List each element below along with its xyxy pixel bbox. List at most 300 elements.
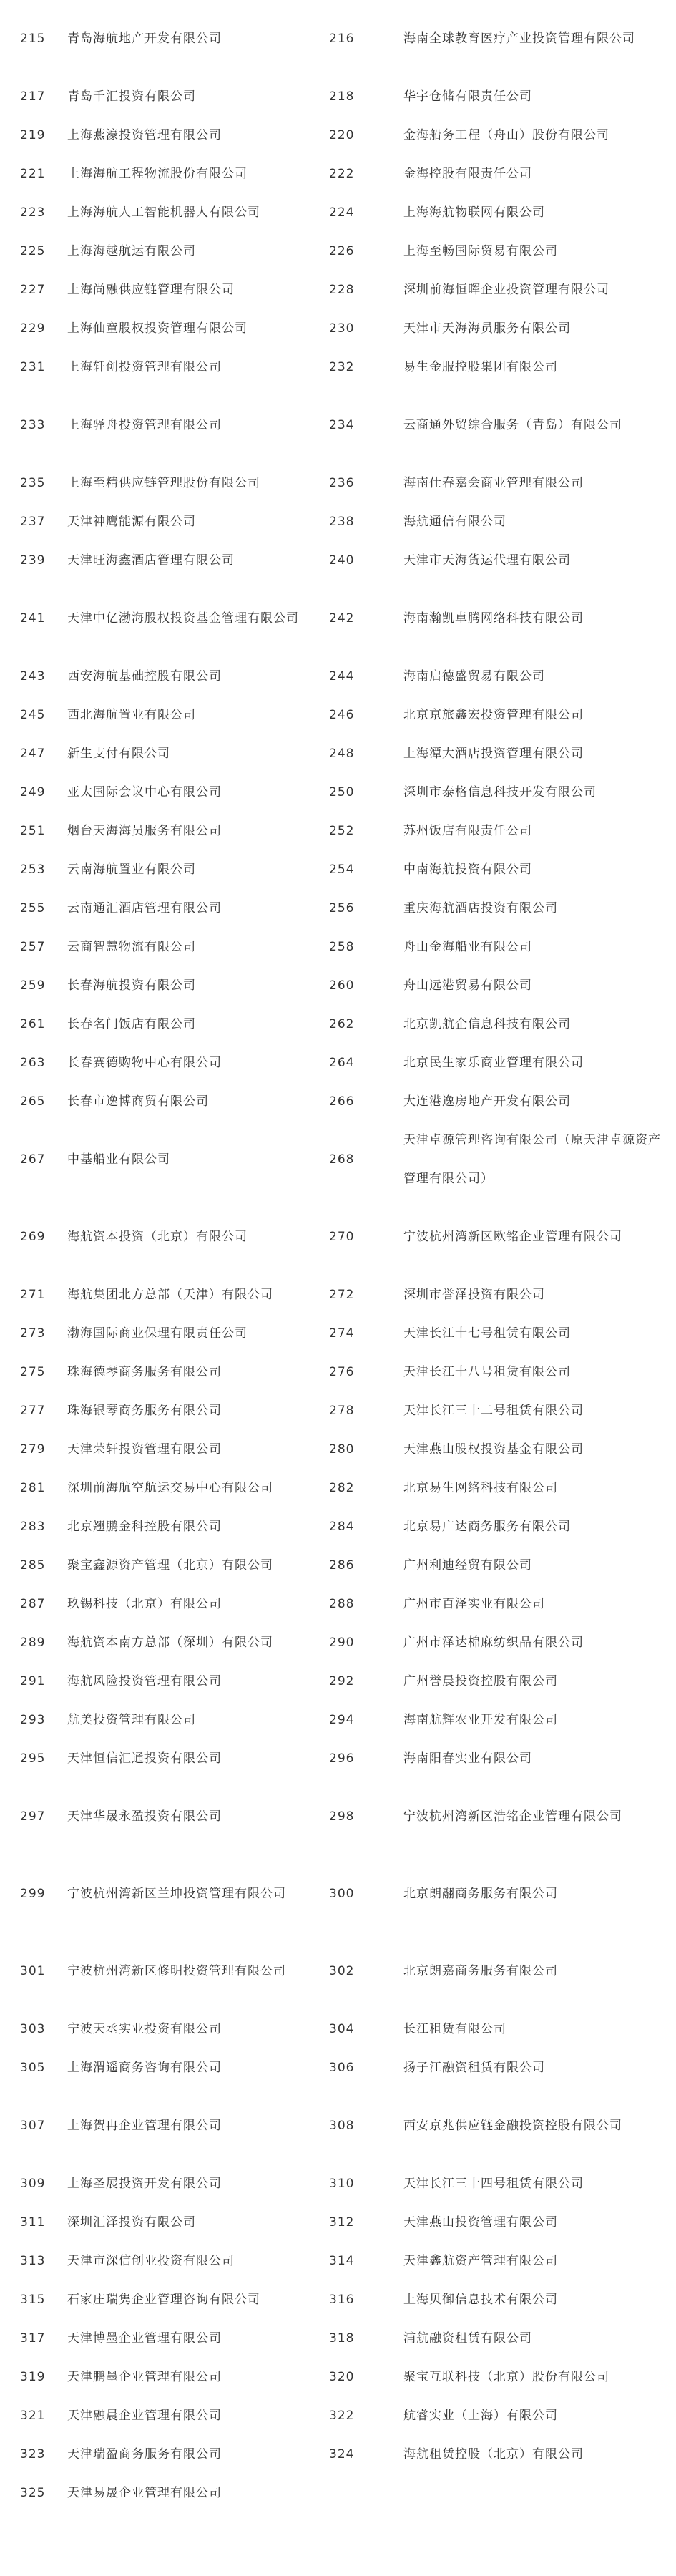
company-number (329, 734, 403, 773)
company-name (67, 2319, 329, 2358)
table-row (0, 2203, 676, 2242)
company-name (67, 1005, 329, 1044)
company-number-text: 253 (20, 862, 46, 877)
table-row (0, 541, 676, 580)
company-name (67, 1198, 329, 1275)
company-number (329, 1044, 403, 1082)
company-number (329, 1469, 403, 1507)
table-row (0, 2396, 676, 2435)
company-number (0, 77, 67, 116)
company-number-text: 293 (20, 1713, 46, 1727)
company-number (0, 2048, 67, 2087)
company-number-text: 308 (329, 2119, 355, 2133)
company-number (329, 2048, 403, 2087)
company-number (329, 812, 403, 850)
company-name-text: 天津燕山股权投资基金有限公司 (403, 1442, 584, 1457)
company-number-text: 258 (329, 940, 355, 954)
company-number (329, 2358, 403, 2396)
company-number-text: 317 (20, 2331, 46, 2346)
company-name (403, 1082, 676, 1121)
company-name (67, 773, 329, 812)
company-name-text: 舟山金海船业有限公司 (403, 940, 532, 954)
company-number (0, 2010, 67, 2048)
company-name-text: 上海圣展投资开发有限公司 (67, 2177, 222, 2191)
table-row (0, 1933, 676, 2010)
table-row (0, 387, 676, 464)
company-number (0, 464, 67, 502)
table-row (0, 696, 676, 734)
company-number-text: 256 (329, 901, 355, 915)
company-name (67, 2087, 329, 2164)
company-name (67, 580, 329, 657)
company-number-text: 306 (329, 2061, 355, 2075)
company-number-text: 290 (329, 1635, 355, 1650)
company-number (329, 2319, 403, 2358)
company-name (67, 116, 329, 155)
company-name-text: 烟台天海海员服务有限公司 (67, 824, 222, 838)
company-number-text: 299 (20, 1887, 46, 1901)
company-name (403, 1546, 676, 1585)
company-number-text: 226 (329, 244, 355, 258)
company-number (0, 2242, 67, 2280)
company-number (329, 966, 403, 1005)
company-name-text: 浦航融资租赁有限公司 (403, 2331, 532, 2346)
company-name (403, 1275, 676, 1314)
company-name (67, 502, 329, 541)
company-name (67, 1701, 329, 1739)
company-name (403, 193, 676, 232)
company-name-text: 天津易晟企业管理有限公司 (67, 2486, 222, 2500)
company-name-text: 长春市逸博商贸有限公司 (67, 1094, 209, 1109)
company-number-text: 241 (20, 611, 46, 626)
company-number (0, 1933, 67, 2010)
company-number-text: 223 (20, 205, 46, 220)
company-name (67, 2203, 329, 2242)
company-number (0, 2358, 67, 2396)
company-name (403, 1855, 676, 1933)
company-name-text: 聚宝互联科技（北京）股份有限公司 (403, 2370, 609, 2384)
company-number (0, 1044, 67, 1082)
table-row (0, 928, 676, 966)
company-name-text: 天津恒信汇通投资有限公司 (67, 1751, 222, 1766)
company-name-text: 西北海航置业有限公司 (67, 708, 196, 722)
table-row (0, 464, 676, 502)
company-number (0, 1314, 67, 1353)
company-name (67, 928, 329, 966)
company-name (67, 2435, 329, 2474)
company-number-text: 297 (20, 1809, 46, 1824)
company-number (329, 1082, 403, 1121)
company-name-text: 长春赛德购物中心有限公司 (67, 1056, 222, 1070)
table-row (0, 232, 676, 271)
company-number (0, 850, 67, 889)
company-number (329, 271, 403, 309)
company-name (403, 1739, 676, 1778)
company-number (0, 1623, 67, 1662)
company-name-text: 长春名门饭店有限公司 (67, 1017, 196, 1031)
company-number (329, 657, 403, 696)
company-number-text: 303 (20, 2022, 46, 2036)
company-number-text: 279 (20, 1442, 46, 1457)
company-number-text: 273 (20, 1326, 46, 1341)
company-name-text: 上海海航工程物流股份有限公司 (67, 167, 248, 181)
company-name-text: 上海潭大酒店投资管理有限公司 (403, 747, 584, 761)
table-row (0, 116, 676, 155)
company-number-text: 257 (20, 940, 46, 954)
company-number-text: 324 (329, 2447, 355, 2461)
company-number-text: 247 (20, 747, 46, 761)
company-number-text: 248 (329, 747, 355, 761)
company-number (0, 1507, 67, 1546)
company-number (0, 541, 67, 580)
company-name-text: 中基船业有限公司 (67, 1152, 170, 1167)
company-number (0, 734, 67, 773)
company-name (67, 1391, 329, 1430)
company-name (403, 696, 676, 734)
company-number (329, 116, 403, 155)
company-number (0, 1739, 67, 1778)
company-number (329, 0, 403, 77)
company-name (403, 1933, 676, 2010)
company-number (329, 1314, 403, 1353)
table-row (0, 773, 676, 812)
table-row (0, 1507, 676, 1546)
company-number (329, 1778, 403, 1855)
company-number-text: 274 (329, 1326, 355, 1341)
company-name (67, 2396, 329, 2435)
company-name (403, 2164, 676, 2203)
company-number-text: 262 (329, 1017, 355, 1031)
company-number-text: 237 (20, 515, 46, 529)
company-name-text: 海航租赁控股（北京）有限公司 (403, 2447, 584, 2461)
company-name-text: 北京凯航企信息科技有限公司 (403, 1017, 571, 1031)
company-name (403, 0, 676, 77)
company-name (403, 2474, 676, 2512)
company-name-text: 云南海航置业有限公司 (67, 862, 196, 877)
company-number-text: 239 (20, 553, 46, 568)
company-name-text: 海南阳春实业有限公司 (403, 1751, 532, 1766)
company-name (67, 232, 329, 271)
company-number-text: 243 (20, 669, 46, 684)
table-row (0, 2474, 676, 2512)
company-number-text: 238 (329, 515, 355, 529)
company-number-text: 267 (20, 1152, 46, 1167)
company-number (329, 2280, 403, 2319)
company-name-text: 深圳汇泽投资有限公司 (67, 2215, 196, 2230)
company-name (67, 1933, 329, 2010)
company-number-text: 217 (20, 89, 46, 104)
company-number (0, 309, 67, 348)
company-number-text: 229 (20, 321, 46, 336)
company-number-text: 234 (329, 418, 355, 432)
company-name (403, 1585, 676, 1623)
company-name-text: 天津博墨企业管理有限公司 (67, 2331, 222, 2346)
company-name-text: 天津卓源管理咨询有限公司（原天津卓源资产管理有限公司） (403, 1133, 661, 1186)
company-number-text: 230 (329, 321, 355, 336)
company-name (403, 2087, 676, 2164)
company-name (67, 1662, 329, 1701)
company-name-text: 上海至精供应链管理股份有限公司 (67, 476, 260, 490)
company-name-text: 北京易生网络科技有限公司 (403, 1481, 558, 1495)
table-row (0, 1585, 676, 1623)
company-number-text: 228 (329, 283, 355, 297)
company-number-text: 251 (20, 824, 46, 838)
company-name (403, 1469, 676, 1507)
company-name (403, 387, 676, 464)
company-number (0, 2087, 67, 2164)
company-name (403, 1198, 676, 1275)
company-name (67, 193, 329, 232)
company-number (0, 1778, 67, 1855)
company-name-text: 金海船务工程（舟山）股份有限公司 (403, 128, 609, 142)
company-name-text: 海南航辉农业开发有限公司 (403, 1713, 558, 1727)
company-name (403, 1314, 676, 1353)
table-row (0, 850, 676, 889)
company-name (403, 541, 676, 580)
company-number (329, 580, 403, 657)
company-number (0, 348, 67, 387)
company-name-text: 天津长江三十二号租赁有限公司 (403, 1404, 584, 1418)
company-number (329, 193, 403, 232)
company-number (0, 2396, 67, 2435)
company-number-text: 318 (329, 2331, 355, 2346)
company-name-text: 上海驿舟投资管理有限公司 (67, 418, 222, 432)
company-number (329, 155, 403, 193)
company-name-text: 珠海银琴商务服务有限公司 (67, 1404, 222, 1418)
company-number-text: 260 (329, 978, 355, 993)
company-name (403, 2280, 676, 2319)
company-name-text: 北京易广达商务服务有限公司 (403, 1520, 571, 1534)
company-number-text: 268 (329, 1152, 355, 1167)
company-number-text: 264 (329, 1056, 355, 1070)
company-name-text: 天津融晨企业管理有限公司 (67, 2409, 222, 2423)
company-name-text: 广州市百泽实业有限公司 (403, 1597, 545, 1611)
company-number (329, 1005, 403, 1044)
company-name (403, 232, 676, 271)
company-number (329, 889, 403, 928)
table-row (0, 1391, 676, 1430)
company-number-text: 294 (329, 1713, 355, 1727)
table-row (0, 193, 676, 232)
company-number-text: 282 (329, 1481, 355, 1495)
company-number-text: 281 (20, 1481, 46, 1495)
company-name (403, 1391, 676, 1430)
company-name (67, 541, 329, 580)
company-number (0, 2164, 67, 2203)
company-name-text: 上海仙童股权投资管理有限公司 (67, 321, 248, 336)
table-row (0, 1005, 676, 1044)
company-name (403, 1430, 676, 1469)
company-name (67, 1507, 329, 1546)
company-number (0, 2203, 67, 2242)
company-number (329, 1198, 403, 1275)
company-number (0, 387, 67, 464)
company-name (67, 1353, 329, 1391)
company-name-text: 天津市天海货运代理有限公司 (403, 553, 571, 568)
company-name (67, 2474, 329, 2512)
company-number (0, 889, 67, 928)
company-name-text: 宁波天丞实业投资有限公司 (67, 2022, 222, 2036)
company-number-text: 271 (20, 1288, 46, 1302)
company-number (0, 1005, 67, 1044)
company-name (67, 271, 329, 309)
company-number-text: 300 (329, 1887, 355, 1901)
company-name (403, 2435, 676, 2474)
company-number-text: 278 (329, 1404, 355, 1418)
company-name-text: 深圳市誉泽投资有限公司 (403, 1288, 545, 1302)
company-number-text: 276 (329, 1365, 355, 1379)
company-name-text: 上海轩创投资管理有限公司 (67, 360, 222, 374)
company-name-text: 天津荣轩投资管理有限公司 (67, 1442, 222, 1457)
company-number (0, 1353, 67, 1391)
company-name (403, 928, 676, 966)
company-number (0, 1198, 67, 1275)
company-name-text: 海航集团北方总部（天津）有限公司 (67, 1288, 273, 1302)
company-name (67, 2242, 329, 2280)
table-row (0, 2242, 676, 2280)
company-name (67, 1082, 329, 1121)
company-number-text: 304 (329, 2022, 355, 2036)
table-row (0, 309, 676, 348)
company-number-text: 235 (20, 476, 46, 490)
company-name-text: 航睿实业（上海）有限公司 (403, 2409, 558, 2423)
company-name (403, 1005, 676, 1044)
company-number-text: 242 (329, 611, 355, 626)
company-name (67, 309, 329, 348)
company-number (0, 2435, 67, 2474)
company-name-text: 北京民生家乐商业管理有限公司 (403, 1056, 584, 1070)
company-name-text: 上海贝御信息技术有限公司 (403, 2293, 558, 2307)
company-name-text: 北京朗嘉商务服务有限公司 (403, 1964, 558, 1978)
company-number-text: 245 (20, 708, 46, 722)
company-name (403, 348, 676, 387)
company-number-text: 227 (20, 283, 46, 297)
company-name (67, 2164, 329, 2203)
table-row (0, 348, 676, 387)
table-row (0, 2358, 676, 2396)
company-name-text: 新生支付有限公司 (67, 747, 170, 761)
company-name-text: 长春海航投资有限公司 (67, 978, 196, 993)
company-name-text: 西安海航基础控股有限公司 (67, 669, 222, 684)
company-name-text: 海南启德盛贸易有限公司 (403, 669, 545, 684)
company-name (403, 309, 676, 348)
company-name (67, 155, 329, 193)
company-number-text: 287 (20, 1597, 46, 1611)
company-number-text: 284 (329, 1520, 355, 1534)
company-name (403, 1623, 676, 1662)
company-number (329, 2010, 403, 2048)
company-name (403, 271, 676, 309)
company-name (403, 889, 676, 928)
company-name-text: 广州誉晨投资控股有限公司 (403, 1674, 558, 1688)
company-name (67, 734, 329, 773)
table-row (0, 812, 676, 850)
company-number-text: 291 (20, 1674, 46, 1688)
company-name-text: 海南全球教育医疗产业投资管理有限公司 (403, 31, 635, 46)
company-name-text: 易生金服控股集团有限公司 (403, 360, 558, 374)
company-name-text: 扬子江融资租赁有限公司 (403, 2061, 545, 2075)
company-name-text: 西安京兆供应链金融投资控股有限公司 (403, 2119, 622, 2133)
company-name-text: 苏州饭店有限责任公司 (403, 824, 532, 838)
company-name-text: 天津中亿渤海股权投资基金管理有限公司 (67, 611, 299, 626)
company-name-text: 天津神鹰能源有限公司 (67, 515, 196, 529)
company-name-text: 上海至畅国际贸易有限公司 (403, 244, 558, 258)
company-number (329, 2242, 403, 2280)
company-number-text: 219 (20, 128, 46, 142)
company-name (67, 1044, 329, 1082)
company-number-text: 261 (20, 1017, 46, 1031)
company-number (329, 464, 403, 502)
company-name (403, 1507, 676, 1546)
company-number (0, 773, 67, 812)
company-number (329, 309, 403, 348)
table-row (0, 889, 676, 928)
company-number (329, 850, 403, 889)
company-number-text: 295 (20, 1751, 46, 1766)
company-name (67, 2358, 329, 2396)
company-name-text: 上海贺冉企业管理有限公司 (67, 2119, 222, 2133)
company-name-text: 宁波杭州湾新区兰坤投资管理有限公司 (67, 1887, 286, 1901)
company-name-text: 天津瑞盈商务服务有限公司 (67, 2447, 222, 2461)
company-number (329, 1623, 403, 1662)
company-name-text: 宁波杭州湾新区修明投资管理有限公司 (67, 1964, 286, 1978)
company-name-text: 上海渭遥商务咨询有限公司 (67, 2061, 222, 2075)
company-name (67, 696, 329, 734)
company-number (0, 271, 67, 309)
company-name-text: 天津长江十八号租赁有限公司 (403, 1365, 571, 1379)
company-number-text: 285 (20, 1558, 46, 1573)
company-number-text: 325 (20, 2486, 46, 2500)
company-name (403, 2358, 676, 2396)
company-name (403, 2010, 676, 2048)
company-name (67, 2048, 329, 2087)
table-row (0, 2435, 676, 2474)
company-number-text: 310 (329, 2177, 355, 2191)
company-name (403, 850, 676, 889)
company-name-text: 海航资本南方总部（深圳）有限公司 (67, 1635, 273, 1650)
company-number-text: 236 (329, 476, 355, 490)
company-number-text: 222 (329, 167, 355, 181)
table-row (0, 1662, 676, 1701)
company-name (67, 2010, 329, 2048)
company-name (67, 1314, 329, 1353)
company-name-text: 中南海航投资有限公司 (403, 862, 532, 877)
company-number-text: 233 (20, 418, 46, 432)
company-name (67, 77, 329, 116)
company-number-text: 270 (329, 1230, 355, 1244)
company-name-text: 深圳前海恒晖企业投资管理有限公司 (403, 283, 609, 297)
company-number (329, 1546, 403, 1585)
company-name-text: 云南通汇酒店管理有限公司 (67, 901, 222, 915)
company-name-text: 上海海航物联网有限公司 (403, 205, 545, 220)
company-number (0, 1082, 67, 1121)
table-row (0, 966, 676, 1005)
company-number-text: 254 (329, 862, 355, 877)
table-row (0, 580, 676, 657)
company-number (0, 1855, 67, 1933)
company-number-text: 292 (329, 1674, 355, 1688)
company-name-text: 云商通外贸综合服务（青岛）有限公司 (403, 418, 622, 432)
company-name (67, 1778, 329, 1855)
company-number-text: 216 (329, 31, 355, 46)
company-name-text: 玖锡科技（北京）有限公司 (67, 1597, 222, 1611)
company-number (329, 1701, 403, 1739)
company-name-text: 上海海越航运有限公司 (67, 244, 196, 258)
company-name (403, 77, 676, 116)
company-number (329, 1855, 403, 1933)
company-name-text: 天津燕山投资管理有限公司 (403, 2215, 558, 2230)
company-number-text: 266 (329, 1094, 355, 1109)
